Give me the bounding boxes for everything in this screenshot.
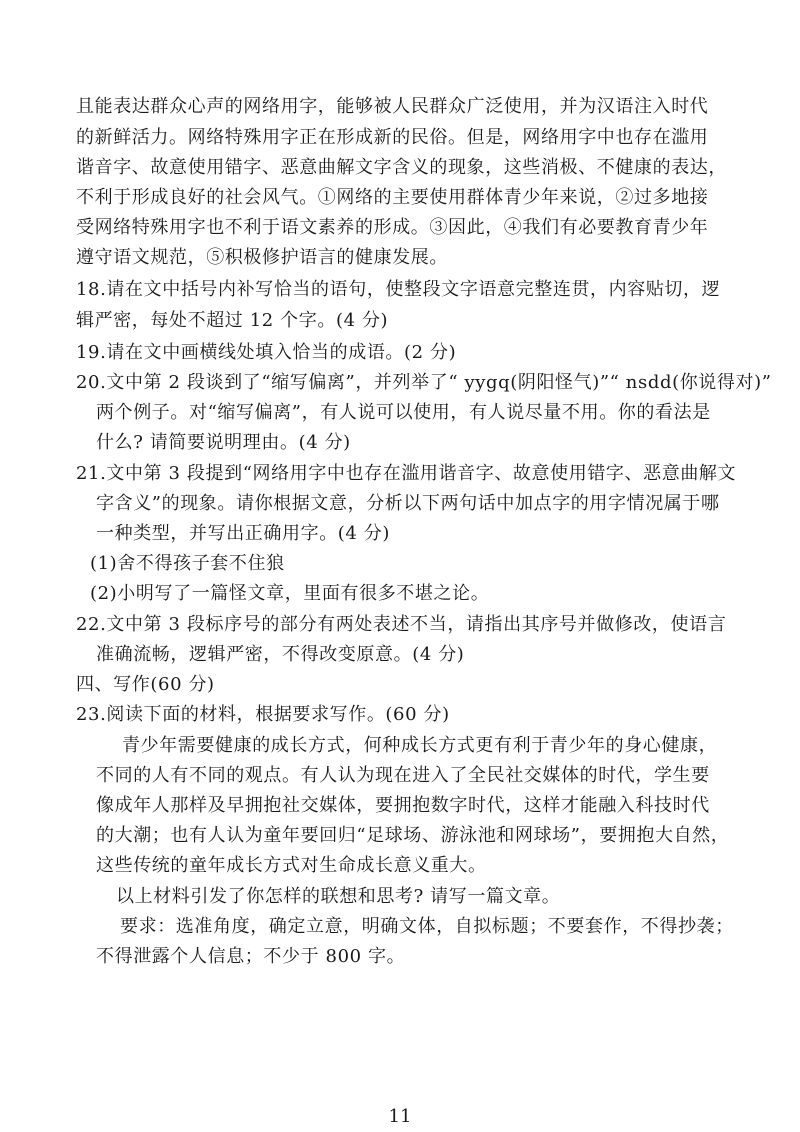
section-4-heading: 四、写作(60 分)	[76, 674, 215, 695]
question-22-line-2: 准确流畅，逻辑严密，不得改变原意。(4 分)	[96, 644, 465, 665]
material-line-2: 不同的人有不同的观点。有人认为现在进入了全民社交媒体的时代，学生要	[96, 765, 710, 786]
passage-line-1: 且能表达群众心声的网络用字，能够被人民群众广泛使用，并为汉语注入时代	[76, 96, 709, 117]
passage-line-6: 遵守语文规范，⑤积极修护语言的健康发展。	[76, 247, 448, 268]
question-21-sentence-2: (2)小明写了一篇怪文章，里面有很多不堪之论。	[90, 583, 490, 604]
passage-line-4: 不利于形成良好的社会风气。①网络的主要使用群体青少年来说，②过多地接	[76, 187, 709, 208]
question-18-line-1: 18.请在文中括号内补写恰当的语句，使整段文字语意完整连贯，内容贴切，逻	[76, 279, 721, 300]
passage-line-3: 谐音字、故意使用错字、恶意曲解文字含义的现象，这些消极、不健康的表达，	[76, 157, 727, 178]
question-21-sentence-1: (1)舍不得孩子套不住狼	[90, 553, 285, 574]
question-18-line-2: 辑严密，每处不超过 12 个字。(4 分)	[76, 310, 389, 331]
requirements-line-2: 不得泄露个人信息；不少于 800 字。	[96, 946, 406, 967]
question-23: 23.阅读下面的材料，根据要求写作。(60 分)	[76, 704, 450, 725]
question-20-line-3: 什么? 请简要说明理由。(4 分)	[96, 432, 351, 453]
page-number: 11	[388, 1106, 412, 1127]
question-21-line-2: 字含义”的现象。请你根据文意，分析以下两句话中加点字的用字情况属于哪	[96, 493, 720, 514]
material-line-1: 青少年需要健康的成长方式，何种成长方式更有利于青少年的身心健康，	[122, 735, 718, 756]
material-line-5: 这些传统的童年成长方式对生命成长意义重大。	[96, 855, 487, 876]
question-21-line-1: 21.文中第 3 段提到“网络用字中也存在滥用谐音字、故意使用错字、恶意曲解文	[76, 463, 737, 484]
material-line-3: 像成年人那样及早拥抱社交媒体，要拥抱数字时代，这样才能融入科技时代	[96, 795, 710, 816]
question-21-line-3: 一种类型，并写出正确用字。(4 分)	[96, 523, 391, 544]
requirements-line-1: 要求：选准角度，确定立意，明确文体，自拟标题；不要套作，不得抄袭；	[120, 916, 734, 937]
material-line-4: 的大潮；也有人认为童年要回归“足球场、游泳池和网球场”，要拥抱大自然，	[96, 825, 730, 846]
question-20-line-2: 两个例子。对“缩写偏离”，有人说可以使用，有人说尽量不用。你的看法是	[96, 402, 711, 423]
question-22-line-1: 22.文中第 3 段标序号的部分有两处表述不当，请指出其序号并做修改，使语言	[76, 614, 727, 635]
material-line-6: 以上材料引发了你怎样的联想和思考? 请写一篇文章。	[116, 886, 561, 907]
question-19: 19.请在文中画横线处填入恰当的成语。(2 分)	[76, 342, 457, 363]
question-20-line-1: 20.文中第 2 段谈到了“缩写偏离”，并列举了“ yygq(阴阳怪气)”“ nsdd(你说得对)”	[76, 372, 772, 393]
passage-line-2: 的新鲜活力。网络特殊用字正在形成新的民俗。但是，网络用字中也存在滥用	[76, 127, 709, 148]
passage-line-5: 受网络特殊用字也不利于语文素养的形成。③因此，④我们有必要教育青少年	[76, 217, 709, 238]
